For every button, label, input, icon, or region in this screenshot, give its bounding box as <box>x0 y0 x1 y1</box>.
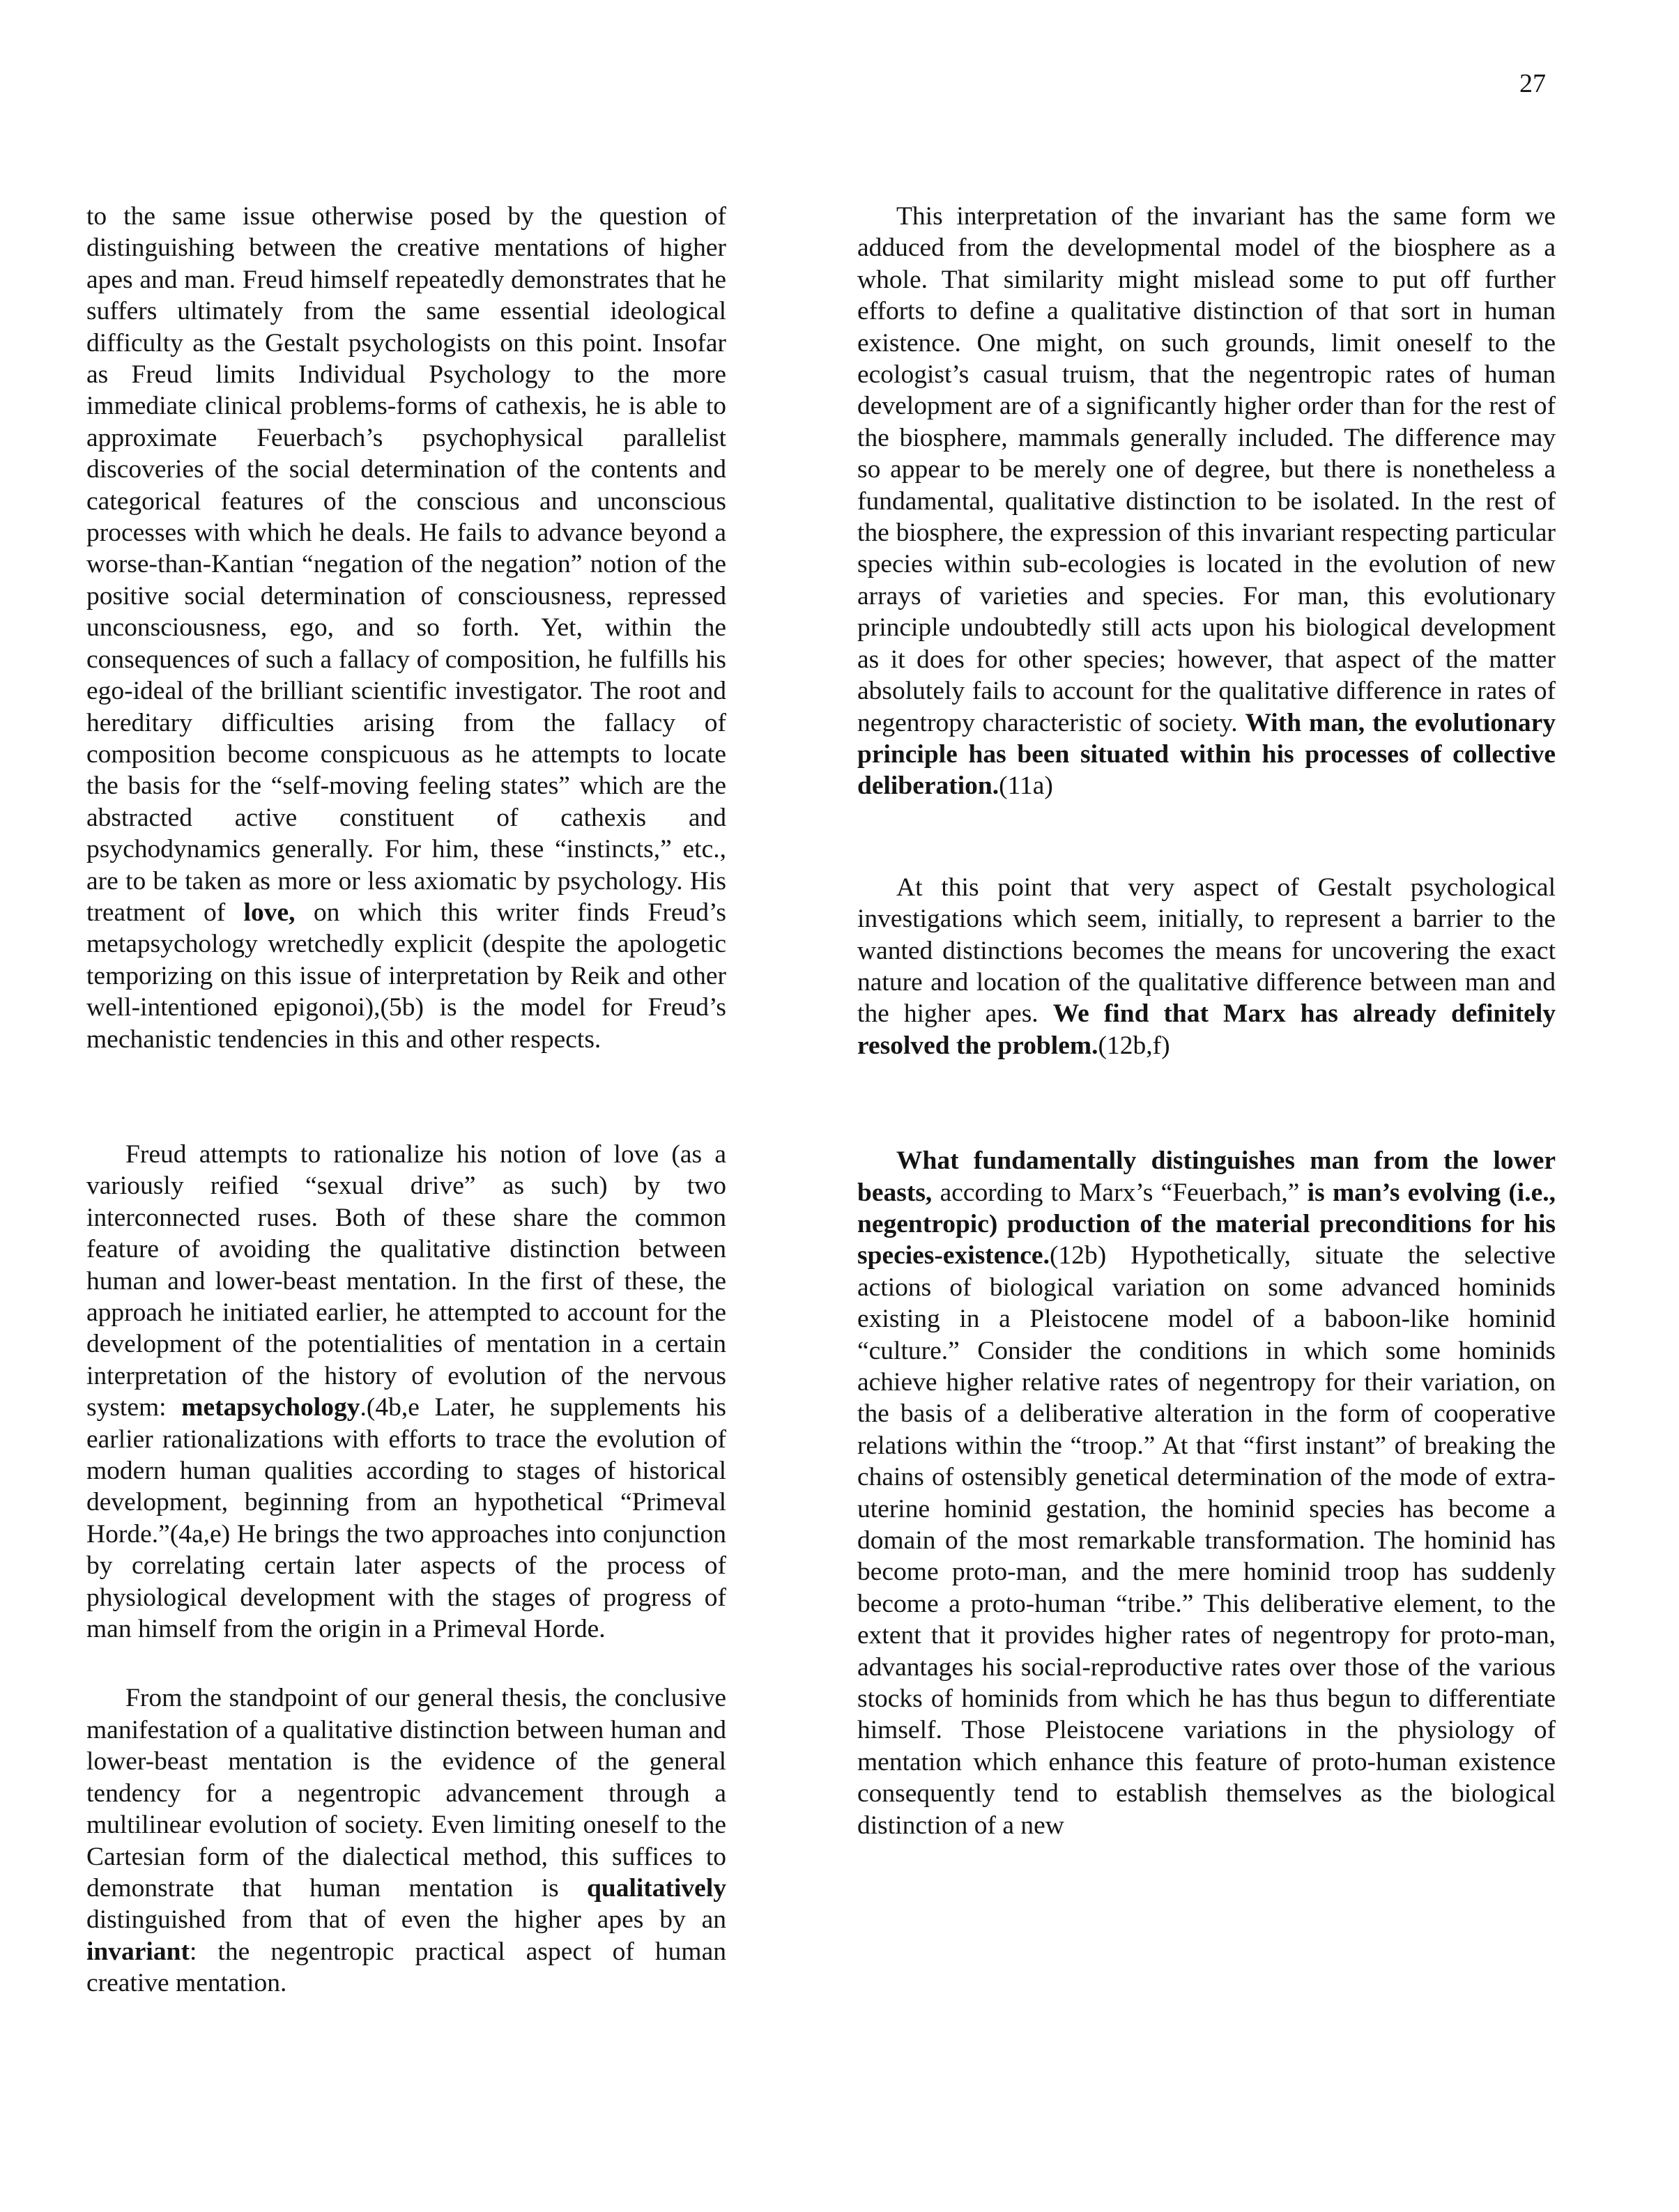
left-paragraph-2 <box>86 1139 726 1645</box>
left-p1-text-c: on which this writer finds Freud’s metapsychology wretchedly explicit (despite the apologetic temporizing on this issue of interpretation by Reik and other well-intentioned epigonoi),(5b) is the model for Freud’s mechanistic tendencies in this and other respects. <box>86 898 726 1054</box>
left-column <box>86 201 726 1999</box>
right-p2-citation: (12b,f) <box>1098 1031 1170 1060</box>
page-number: 27 <box>1519 69 1546 98</box>
right-p1-citation: (11a) <box>999 771 1053 801</box>
right-p1-text-a: This interpretation of the invariant has the same form we adduced from the developmental model of the biosphere as a whole. That similarity might mislead some to put off further efforts to define a qualitative distinction of that sort in human existence. One might, on such grounds, limit oneself to the ecologist’s casual truism, that the negentropic rates of human development are of a significantly higher order than for the rest of the biosphere, mammals generally included. The difference may so appear to be merely one of degree, but there is nonetheless a fundamental, qualitative distinction to be isolated. In the rest of the biosphere, the expression of this invariant respecting particular species within sub-ecologies is located in the evolution of new arrays of varieties and species. For man, this evolutionary principle undoubtedly still acts upon his biological development as it does for other species; however, that aspect of the matter absolutely fails to account for the qualitative difference in rates of negentropy characteristic of society. <box>857 202 1556 737</box>
right-p1-bold-statement: With man, the evolutionary principle has been situated within his processes of collective deliberation. <box>857 708 1556 801</box>
left-p1-bold-love: love, <box>243 898 296 927</box>
left-p2-text-a: Freud attempts to rationalize his notion of love (as a variously reified “sexual drive” as such) by two interconnected ruses. Both of these share the common feature of avoiding the qualitative distinction between human and lower-beast mentation. In the first of these, the approach he initiated earlier, he attempted to account for the development of the potentialities of mentation in a certain interpretation of the history of evolution of the nervous system: <box>86 1139 726 1422</box>
right-p2-text-a: At this point that very aspect of Gestalt psychological investigations which seem, initially, to represent a barrier to the wanted distinctions becomes the means for uncovering the exact nature and location of the qualitative difference between man and the higher apes. <box>857 873 1556 1029</box>
left-p3-text-e: : the negentropic practical aspect of human creative mentation. <box>86 1937 726 1998</box>
left-p3-text-a: From the standpoint of our general thesis, the conclusive manifestation of a qualitative distinction between human and lower-beast mentation is the evidence of the general tendency for a negentropic advancement through a multilinear evolution of society. Even limiting oneself to the Cartesian form of the dialectical method, this suffices to demonstrate that human mentation is <box>86 1684 726 1903</box>
left-p3-bold-invariant: invariant <box>86 1937 190 1966</box>
right-column <box>857 201 1556 1841</box>
left-p2-text-c: .(4b,e Later, he supplements his earlier rationalizations with efforts to trace the evolution of modern human qualities according to stages of historical development, beginning from an hypothetical “Primeval Horde.”(4a,e) He brings the two approaches into conjunction by correlating certain later aspects of the process of physiological development with the stages of progress of man himself from the origin in a Primeval Horde. <box>86 1393 726 1644</box>
left-p1-text-a: to the same issue otherwise posed by the question of distinguishing between the creative mentations of higher apes and man. Freud himself repeatedly demonstrates that he suffers ultimately from the same essential ideological difficulty as the Gestalt psychologists on this point. Insofar as Freud limits Individual Psychology to the more immediate clinical problems-forms of cathexis, he is able to approximate Feuerbach’s psychophysical parallelist discoveries of the social determination of the contents and categorical features of the conscious and unconscious processes with which he deals. He fails to advance beyond a worse-than-Kantian “negation of the negation” notion of the positive social determination of consciousness, repressed unconsciousness, ego, and so forth. Yet, within the consequences of such a fallacy of composition, he fulfills his ego-ideal of the brilliant scientific investigator. The root and hereditary difficulties arising from the fallacy of composition become conspicuous as he attempts to locate the basis for the “self-moving feeling states” which are the abstracted active constituent of cathexis and psychodynamics generally. For him, these “instincts,” etc., are to be taken as more or less axiomatic by psychology. His treatment of <box>86 202 726 927</box>
right-p2-bold-statement: We find that Marx has already definitely resolved the problem. <box>857 999 1556 1060</box>
right-paragraph-3 <box>857 1145 1556 1841</box>
left-p2-bold-metapsychology: metapsychology <box>181 1393 360 1422</box>
right-p3-text-b: according to Marx’s “Feuerbach,” <box>932 1178 1308 1207</box>
right-p3-text-d: (12b) Hypothetically, situate the selective actions of biological variation on some advanced hominids existing in a Pleistocene model of a baboon-like hominid “culture.” Consider the conditions in which some hominids achieve higher relative rates of negentropy for their variation, on the basis of a deliberative alteration in the form of cooperative relations within the “troop.” At that “first instant” of breaking the chains of ostensibly genetical determination of the mode of extra-uterine hominid gestation, the hominid species has become a domain of the most remarkable transformation. The hominid has become proto-man, and the mere hominid troop has suddenly become a proto-human “tribe.” This deliberative element, to the extent that it provides higher rates of negentropy for proto-man, advantages his social-reproductive rates over those of the various stocks of hominids from which he has thus begun to differentiate himself. Those Pleistocene variations in the physiology of mentation which enhance this feature of proto-human existence consequently tend to establish themselves as the biological distinction of a new <box>857 1241 1556 1840</box>
left-paragraph-3 <box>86 1682 726 1999</box>
left-paragraph-1 <box>86 201 726 1055</box>
right-p3-bold-lead: What fundamentally distinguishes man from the lower beasts, <box>857 1146 1556 1207</box>
right-paragraph-2 <box>857 872 1556 1061</box>
right-p3-bold-statement: is man’s evolving (i.e., negentropic) production of the material preconditions for his species-existence. <box>857 1178 1556 1270</box>
left-p3-bold-qualitatively: qualitatively <box>586 1873 726 1903</box>
right-paragraph-1 <box>857 201 1556 802</box>
left-p3-text-c: distinguished from that of even the higher apes by an <box>86 1905 726 1935</box>
